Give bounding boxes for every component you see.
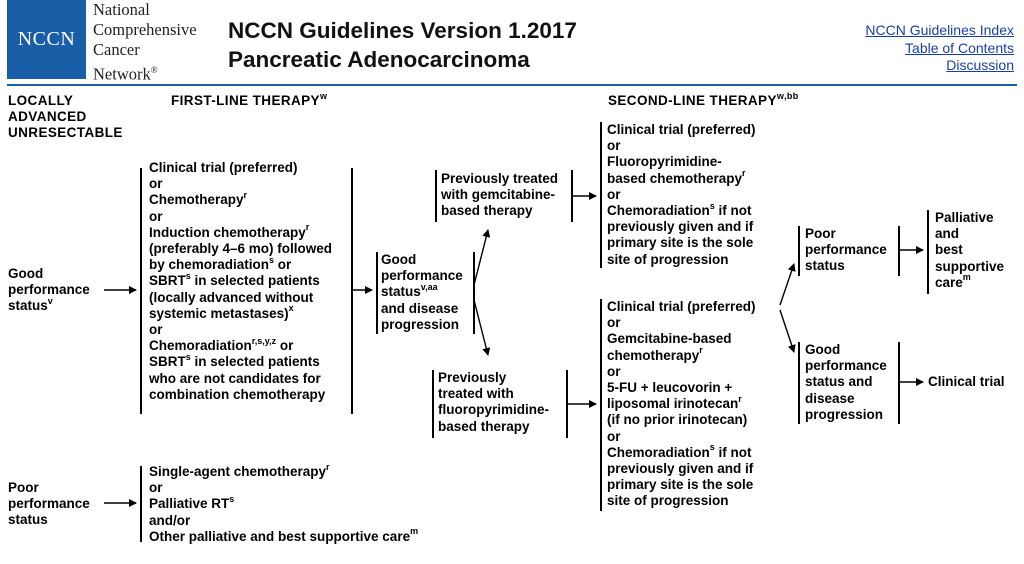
node-line: systemic metastases)$^x$ [149, 303, 294, 321]
node-line: (preferably 4–6 mo) followed [149, 241, 333, 257]
guidelines-index-link[interactable]: NCCN Guidelines Index [865, 22, 1014, 38]
node-line: and disease [381, 300, 459, 316]
node-line: Poor [8, 480, 39, 495]
org-line: National [93, 0, 150, 19]
node-line: Clinical trial [928, 374, 1005, 389]
org-line: Network® [93, 64, 158, 84]
arrow-progression-to-fluoropyrimidine [474, 300, 488, 355]
second-line-header: SECOND-LINE $THERAPY^{w,bb}$ [608, 90, 799, 108]
node-line: Chemoradiation$^s$ if not [607, 200, 752, 219]
node-line: progression [381, 316, 460, 332]
node-line: combination chemotherapy [149, 386, 326, 402]
node-line: (locally advanced without [149, 289, 314, 305]
node-line: based therapy [441, 203, 533, 219]
node-line: supportive [935, 258, 1005, 274]
node-line: Previously [438, 370, 507, 385]
node-line: treated with [438, 386, 514, 402]
nccn-logo: NCCN [7, 0, 86, 79]
node-line: care$^m$ [935, 272, 971, 290]
node-line: by chemoradiation$^s$ or [149, 254, 292, 273]
node-line: 5-FU + leucovorin + [607, 380, 733, 396]
node-line: or [607, 428, 621, 444]
node-line: status [805, 258, 845, 274]
node-line: chemotherapy$^r$ [607, 345, 703, 363]
node-line: Clinical trial (preferred) [607, 299, 756, 314]
node-line: performance [8, 282, 90, 298]
node-line: Palliative [935, 210, 994, 225]
node-line: fluoropyrimidine- [438, 402, 549, 418]
node-line: or [607, 186, 621, 202]
node-line: Clinical trial (preferred) [149, 160, 298, 175]
node-line: Previously treated [441, 171, 559, 186]
node-line: and [935, 226, 960, 242]
stage-header-line: UNRESECTABLE [8, 125, 123, 140]
page-subtitle: Pancreatic Adenocarcinoma [228, 47, 530, 72]
node-line: progression [805, 406, 884, 422]
node-line: Palliative $RT^s$ [149, 493, 235, 512]
discussion-link[interactable]: Discussion [946, 57, 1014, 73]
node-line: performance [805, 358, 887, 374]
node-line: previously given and if [607, 461, 754, 477]
node-line: Single-agent chemotherapy$^r$ [149, 461, 330, 479]
node-line: Good [805, 342, 841, 357]
node-line: status and [805, 374, 873, 390]
node-line: previously given and if [607, 219, 754, 235]
node-line: status$^{v,aa}$ [381, 281, 438, 300]
node-line: SBRT$^s$ in selected patients [149, 351, 320, 370]
node-line: who are not candidates for [149, 370, 321, 386]
node-line: and/or [149, 512, 191, 528]
first-line-header: FIRST-LINE THERAPY$^w$ [171, 90, 328, 108]
node-line: performance [381, 268, 463, 284]
table-of-contents-link[interactable]: Table of Contents [905, 39, 1014, 56]
node-line: Poor [805, 226, 836, 241]
node-line: Good [381, 252, 417, 267]
node-line: or [607, 138, 621, 154]
org-line: Comprehensive [93, 20, 197, 39]
arrow-second-line-to-poor-ps [780, 264, 794, 305]
node-line: Gemcitabine-based [607, 331, 732, 347]
node-line: primary site is the sole [607, 477, 754, 493]
node-line: site of progression [607, 251, 729, 267]
node-line: Fluoropyrimidine- [607, 154, 722, 170]
node-line: Good [8, 266, 44, 281]
node-line: Induction chemotherapy$^r$ [149, 222, 310, 240]
node-line: SBRT$^s$ in selected patients [149, 270, 320, 289]
node-line: liposomal irinotecan$^r$ [607, 393, 742, 412]
node-line: Clinical trial (preferred) [607, 122, 756, 137]
node-line: with gemcitabine- [441, 187, 556, 203]
node-line: best [935, 242, 963, 258]
node-line: or [149, 322, 163, 338]
node-line: Other palliative and best supportive care$^m$ [149, 526, 419, 544]
stage-header-line: ADVANCED [8, 109, 87, 124]
node-line: (if no prior irinotecan) [607, 412, 748, 428]
node-line: Chemotherapy$^r$ [149, 189, 248, 208]
node-line: site of progression [607, 493, 729, 509]
node-line: based chemotherapy$^r$ [607, 168, 746, 186]
node-line: or [149, 208, 163, 224]
node-line: Chemoradiation$^{r,s,y,z}$ or [149, 335, 294, 354]
arrow-second-line-to-good-ps [780, 310, 794, 352]
node-line: primary site is the sole [607, 235, 754, 251]
node-line: or [607, 315, 621, 331]
node-line: disease [805, 390, 855, 406]
stage-header-line: LOCALLY [8, 93, 74, 108]
node-line: performance [8, 496, 90, 512]
node-line: or [149, 480, 163, 496]
arrow-progression-to-gemcitabine [474, 230, 488, 285]
node-line: or [607, 363, 621, 379]
page-title: NCCN Guidelines Version 1.2017 [228, 18, 577, 43]
node-line: or [149, 176, 163, 192]
node-line: performance [805, 242, 887, 258]
node-line: status [8, 512, 48, 528]
node-line: based therapy [438, 418, 530, 434]
org-line: Cancer [93, 40, 140, 59]
node-line: Chemoradiation$^s$ if not [607, 442, 752, 460]
node-line: status$^v$ [8, 295, 53, 314]
